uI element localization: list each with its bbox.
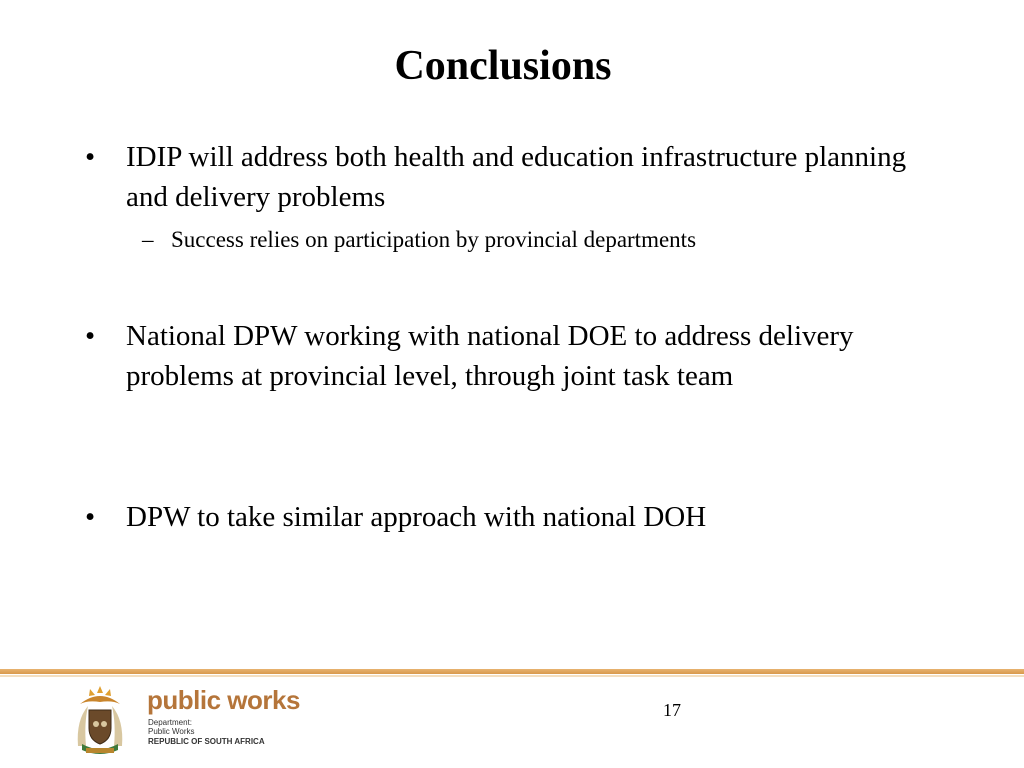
bullet-text: IDIP will address both health and education infrastructure planning and delivery problems <box>126 141 907 213</box>
bullet-marker: • <box>85 141 96 173</box>
page-number: 17 <box>663 700 681 720</box>
footer-divider-shadow <box>0 675 1024 677</box>
footer-divider <box>0 669 1024 674</box>
brand-wordmark: public works <box>147 685 300 715</box>
public-works-logo <box>72 684 300 756</box>
sub-bullet-marker: – <box>142 227 154 252</box>
brand-department-label: Department: <box>148 718 193 727</box>
bullet-text: National DPW working with national DOE to address delivery problems at provincial level, through joint task team <box>126 320 854 392</box>
coat-of-arms-icon <box>72 684 128 756</box>
bullet-text: DPW to take similar approach with national DOH <box>126 501 707 533</box>
bullet-marker: • <box>85 501 96 533</box>
brand-country: REPUBLIC OF SOUTH AFRICA <box>148 737 265 746</box>
slide-title: Conclusions <box>394 43 612 89</box>
sub-bullet-text: Success relies on participation by provincial departments <box>171 227 697 252</box>
brand-department-name: Public Works <box>148 727 195 736</box>
bullet-marker: • <box>85 320 96 352</box>
